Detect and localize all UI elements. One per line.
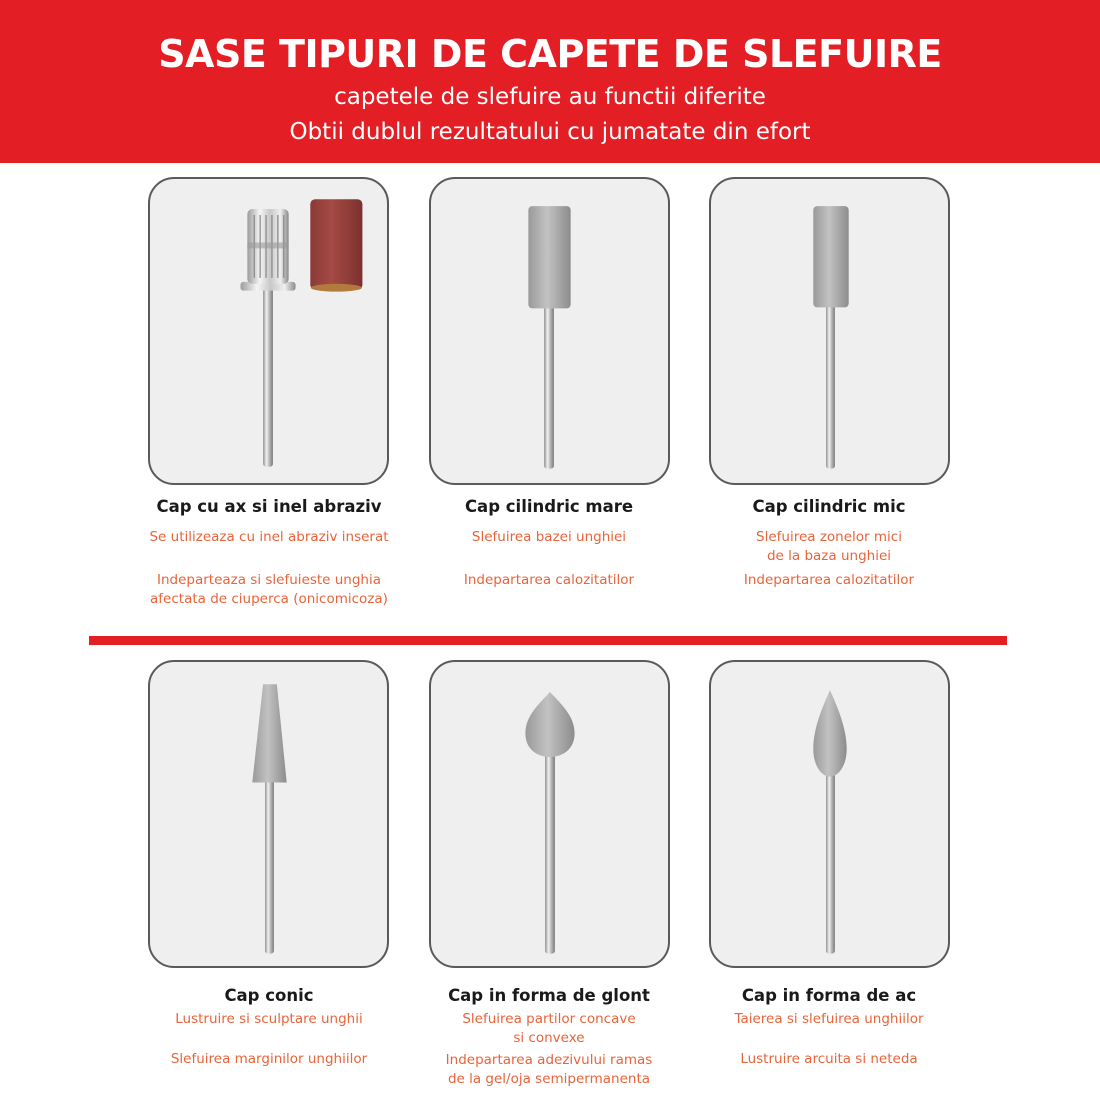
small-cylinder-bit-icon [711, 179, 948, 483]
bit-card-large-cylinder [429, 177, 670, 485]
bit-name: Cap in forma de glont [448, 986, 650, 1005]
header-banner [0, 0, 1100, 163]
subtitle-2: Obtii dublul rezultatului cu jumatate din efort [289, 119, 811, 145]
bit-name: Cap in forma de ac [741, 986, 917, 1005]
bit-caption-mandrel [109, 496, 429, 609]
bit-caption-needle [669, 985, 989, 1069]
mandrel-with-sanding-band-icon [150, 179, 387, 483]
bit-card-needle [709, 660, 950, 968]
bit-desc: Indeparteaza si slefuieste unghia [156, 572, 382, 588]
bit-desc: Indepartarea calozitatilor [463, 572, 635, 588]
cone-bit-icon [150, 662, 387, 966]
subtitle-1: capetele de slefuire au functii diferite [334, 84, 766, 110]
bit-desc: de la baza unghiei [766, 548, 892, 564]
bit-desc: Slefuirea marginilor unghiilor [170, 1051, 368, 1067]
bit-caption-bullet [389, 985, 709, 1089]
bit-name: Cap cilindric mic [752, 497, 906, 516]
bit-desc: si convexe [513, 1030, 585, 1046]
large-cylinder-bit-icon [431, 179, 668, 483]
bullet-bit-icon [431, 662, 668, 966]
bit-desc: Lustruire arcuita si neteda [740, 1051, 918, 1067]
bit-desc: Slefuirea partilor concave [462, 1011, 636, 1027]
bit-caption-small-cylinder [669, 496, 989, 590]
bit-card-cone [148, 660, 389, 968]
bit-desc: Slefuirea bazei unghiei [471, 529, 627, 545]
bit-desc: afectata de ciuperca (onicomicoza) [150, 591, 388, 607]
bit-name: Cap cilindric mare [464, 497, 634, 516]
bit-name: Cap conic [224, 986, 314, 1005]
bit-desc: Lustruire si sculptare unghii [175, 1011, 363, 1027]
section-divider [89, 636, 1007, 645]
bit-desc: Indepartarea adezivului ramas [445, 1052, 653, 1068]
page-title: SASE TIPURI DE CAPETE DE SLEFUIRE [158, 32, 942, 76]
bit-desc: Se utilizeaza cu inel abraziv inserat [149, 529, 389, 545]
bit-desc: Taierea si slefuirea unghiilor [734, 1011, 924, 1027]
bit-desc: Indepartarea calozitatilor [743, 572, 915, 588]
bit-caption-large-cylinder [389, 496, 709, 590]
bit-card-mandrel [148, 177, 389, 485]
bit-desc: Slefuirea zonelor mici [756, 529, 902, 545]
bit-card-bullet [429, 660, 670, 968]
bit-caption-cone [109, 985, 429, 1069]
bit-name: Cap cu ax si inel abraziv [156, 497, 382, 516]
needle-bit-icon [711, 662, 948, 966]
bit-card-small-cylinder [709, 177, 950, 485]
bit-desc: de la gel/oja semipermanenta [447, 1071, 651, 1087]
